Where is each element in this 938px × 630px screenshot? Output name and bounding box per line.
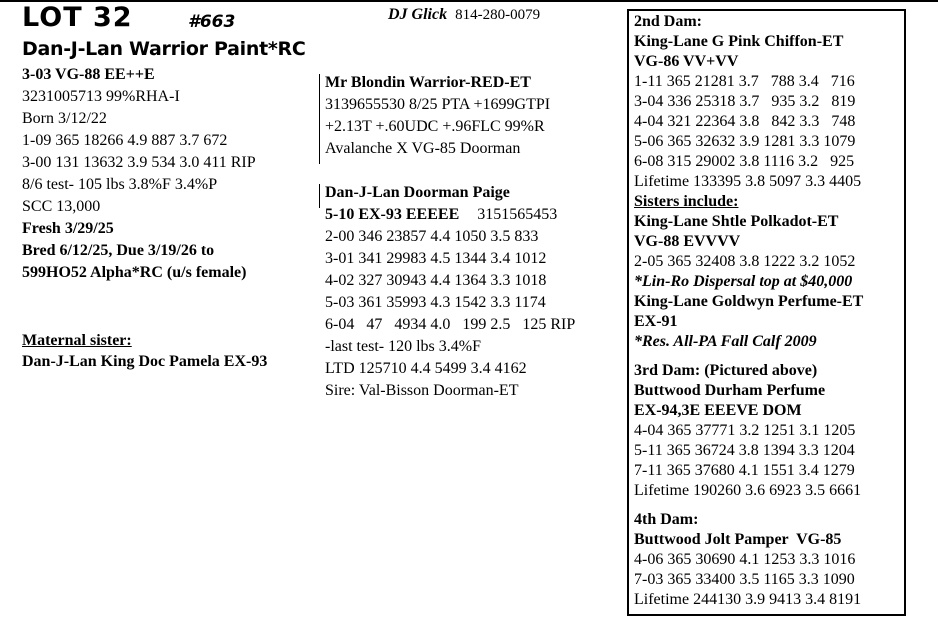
sire-name: Mr Blondin Warrior-RED-ET: [325, 74, 531, 91]
dam-record: 3-01 341 29983 4.5 1344 3.4 1012: [325, 250, 547, 267]
dam-record: 4-02 327 30943 4.4 1364 3.3 1018: [325, 272, 547, 289]
third-dam-heading: 3rd Dam: (Pictured above): [634, 362, 818, 379]
dam-rule: [319, 184, 320, 208]
sire-line: +2.13T +.60UDC +.96FLC 99%R: [325, 118, 545, 135]
second-dam-classification: VG-86 VV+VV: [634, 53, 739, 70]
second-dam-name: King-Lane G Pink Chiffon-ET: [634, 33, 844, 50]
dam-name: Dan-J-Lan Doorman Paige: [325, 184, 510, 201]
cow-registration: 3231005713 99%RHA-I: [22, 88, 180, 105]
dam-record: 6-04 47 4934 4.0 199 2.5 125 RIP: [325, 316, 576, 333]
cow-record: 1-09 365 18266 4.9 887 3.7 672: [22, 132, 228, 149]
cow-record: 3-00 131 13632 3.9 534 3.0 411 RIP: [22, 154, 256, 171]
cow-details: [22, 64, 256, 284]
cow-bred: Bred 6/12/25, Due 3/19/26 to: [22, 242, 215, 259]
dam-registration: 3151565453: [477, 206, 558, 223]
maternal-sister-block: [22, 330, 267, 372]
sister1-name: King-Lane Shtle Polkadot-ET: [634, 213, 839, 230]
second-dam-record: 5-06 365 32632 3.9 1281 3.3 1079: [634, 133, 856, 150]
sister1-note: *Lin-Ro Dispersal top at $40,000: [634, 273, 853, 290]
third-dam-lifetime: Lifetime 190260 3.6 6923 3.5 6661: [634, 482, 862, 499]
third-dam-record: 4-04 365 37771 3.2 1251 3.1 1205: [634, 422, 856, 439]
sister1-record: 2-05 365 32408 3.8 1222 3.2 1052: [634, 253, 856, 270]
dam-block: [325, 182, 575, 402]
sire-line: Avalanche X VG-85 Doorman: [325, 140, 521, 157]
maternal-sister-heading: Maternal sister:: [22, 332, 132, 349]
fourth-dam-record: 7-03 365 33400 3.5 1165 3.3 1090: [634, 571, 855, 588]
third-dam-record: 5-11 365 36724 3.8 1394 3.3 1204: [634, 442, 855, 459]
dam-lifetime: LTD 125710 4.4 5499 3.4 4162: [325, 360, 527, 377]
fourth-dam-heading: 4th Dam:: [634, 511, 699, 528]
consignor-line: [388, 6, 540, 24]
sire-rule: [319, 74, 320, 164]
cow-test: 8/6 test- 105 lbs 3.8%F 3.4%P: [22, 176, 218, 193]
fourth-dam-record: 4-06 365 30690 4.1 1253 3.3 1016: [634, 551, 856, 568]
sister2-classification: EX-91: [634, 313, 678, 330]
top-rule: [0, 0, 938, 2]
second-dam-lifetime: Lifetime 133395 3.8 5097 3.3 4405: [634, 173, 862, 190]
second-dam-record: 4-04 321 22364 3.8 842 3.3 748: [634, 113, 856, 130]
dam-classification: 5-10 EX-93 EEEEE: [325, 206, 460, 223]
dam-last-test: -last test- 120 lbs 3.4%F: [325, 338, 481, 355]
fourth-dam-lifetime: Lifetime 244130 3.9 9413 3.4 8191: [634, 591, 862, 608]
cow-fresh: Fresh 3/29/25: [22, 220, 114, 237]
third-dam-classification: EX-94,3E EEEVE DOM: [634, 402, 802, 419]
lot-tag: #663: [188, 12, 236, 32]
consignor-name: DJ Glick: [388, 6, 448, 23]
cow-classification: 3-03 VG-88 EE++E: [22, 66, 155, 83]
second-dam-record: 6-08 315 29002 3.8 1116 3.2 925: [634, 153, 855, 170]
dam-sire: Sire: Val-Bisson Doorman-ET: [325, 382, 519, 399]
second-dam-record: 1-11 365 21281 3.7 788 3.4 716: [634, 73, 855, 90]
dam-classification-line: [325, 204, 575, 226]
dam-record: 2-00 346 23857 4.4 1050 3.5 833: [325, 228, 539, 245]
lot-title: LOT 32: [22, 2, 133, 33]
third-dam-name: Buttwood Durham Perfume: [634, 382, 826, 399]
sire-block: [325, 72, 550, 160]
sister1-classification: VG-88 EVVVV: [634, 233, 741, 250]
second-dam-record: 3-04 336 25318 3.7 935 3.2 819: [634, 93, 856, 110]
maternal-sister-name: Dan-J-Lan King Doc Pamela EX-93: [22, 353, 268, 370]
sister2-name: King-Lane Goldwyn Perfume-ET: [634, 293, 864, 310]
sire-line: 3139655530 8/25 PTA +1699GTPI: [325, 96, 551, 113]
sister2-note: *Res. All-PA Fall Calf 2009: [634, 333, 817, 350]
cow-service-sire: 599HO52 Alpha*RC (u/s female): [22, 264, 247, 281]
cow-name: Dan-J-Lan Warrior Paint*RC: [22, 38, 306, 60]
dam-record: 5-03 361 35993 4.3 1542 3.3 1174: [325, 294, 546, 311]
second-dam-heading: 2nd Dam:: [634, 13, 703, 30]
cow-born: Born 3/12/22: [22, 110, 107, 127]
fourth-dam-name: Buttwood Jolt Pamper VG-85: [634, 531, 842, 548]
sisters-heading: Sisters include:: [634, 193, 739, 210]
pedigree-content: [634, 12, 863, 610]
consignor-phone: 814-280-0079: [455, 7, 541, 23]
third-dam-record: 7-11 365 37680 4.1 1551 3.4 1279: [634, 462, 855, 479]
cow-scc: SCC 13,000: [22, 198, 101, 215]
